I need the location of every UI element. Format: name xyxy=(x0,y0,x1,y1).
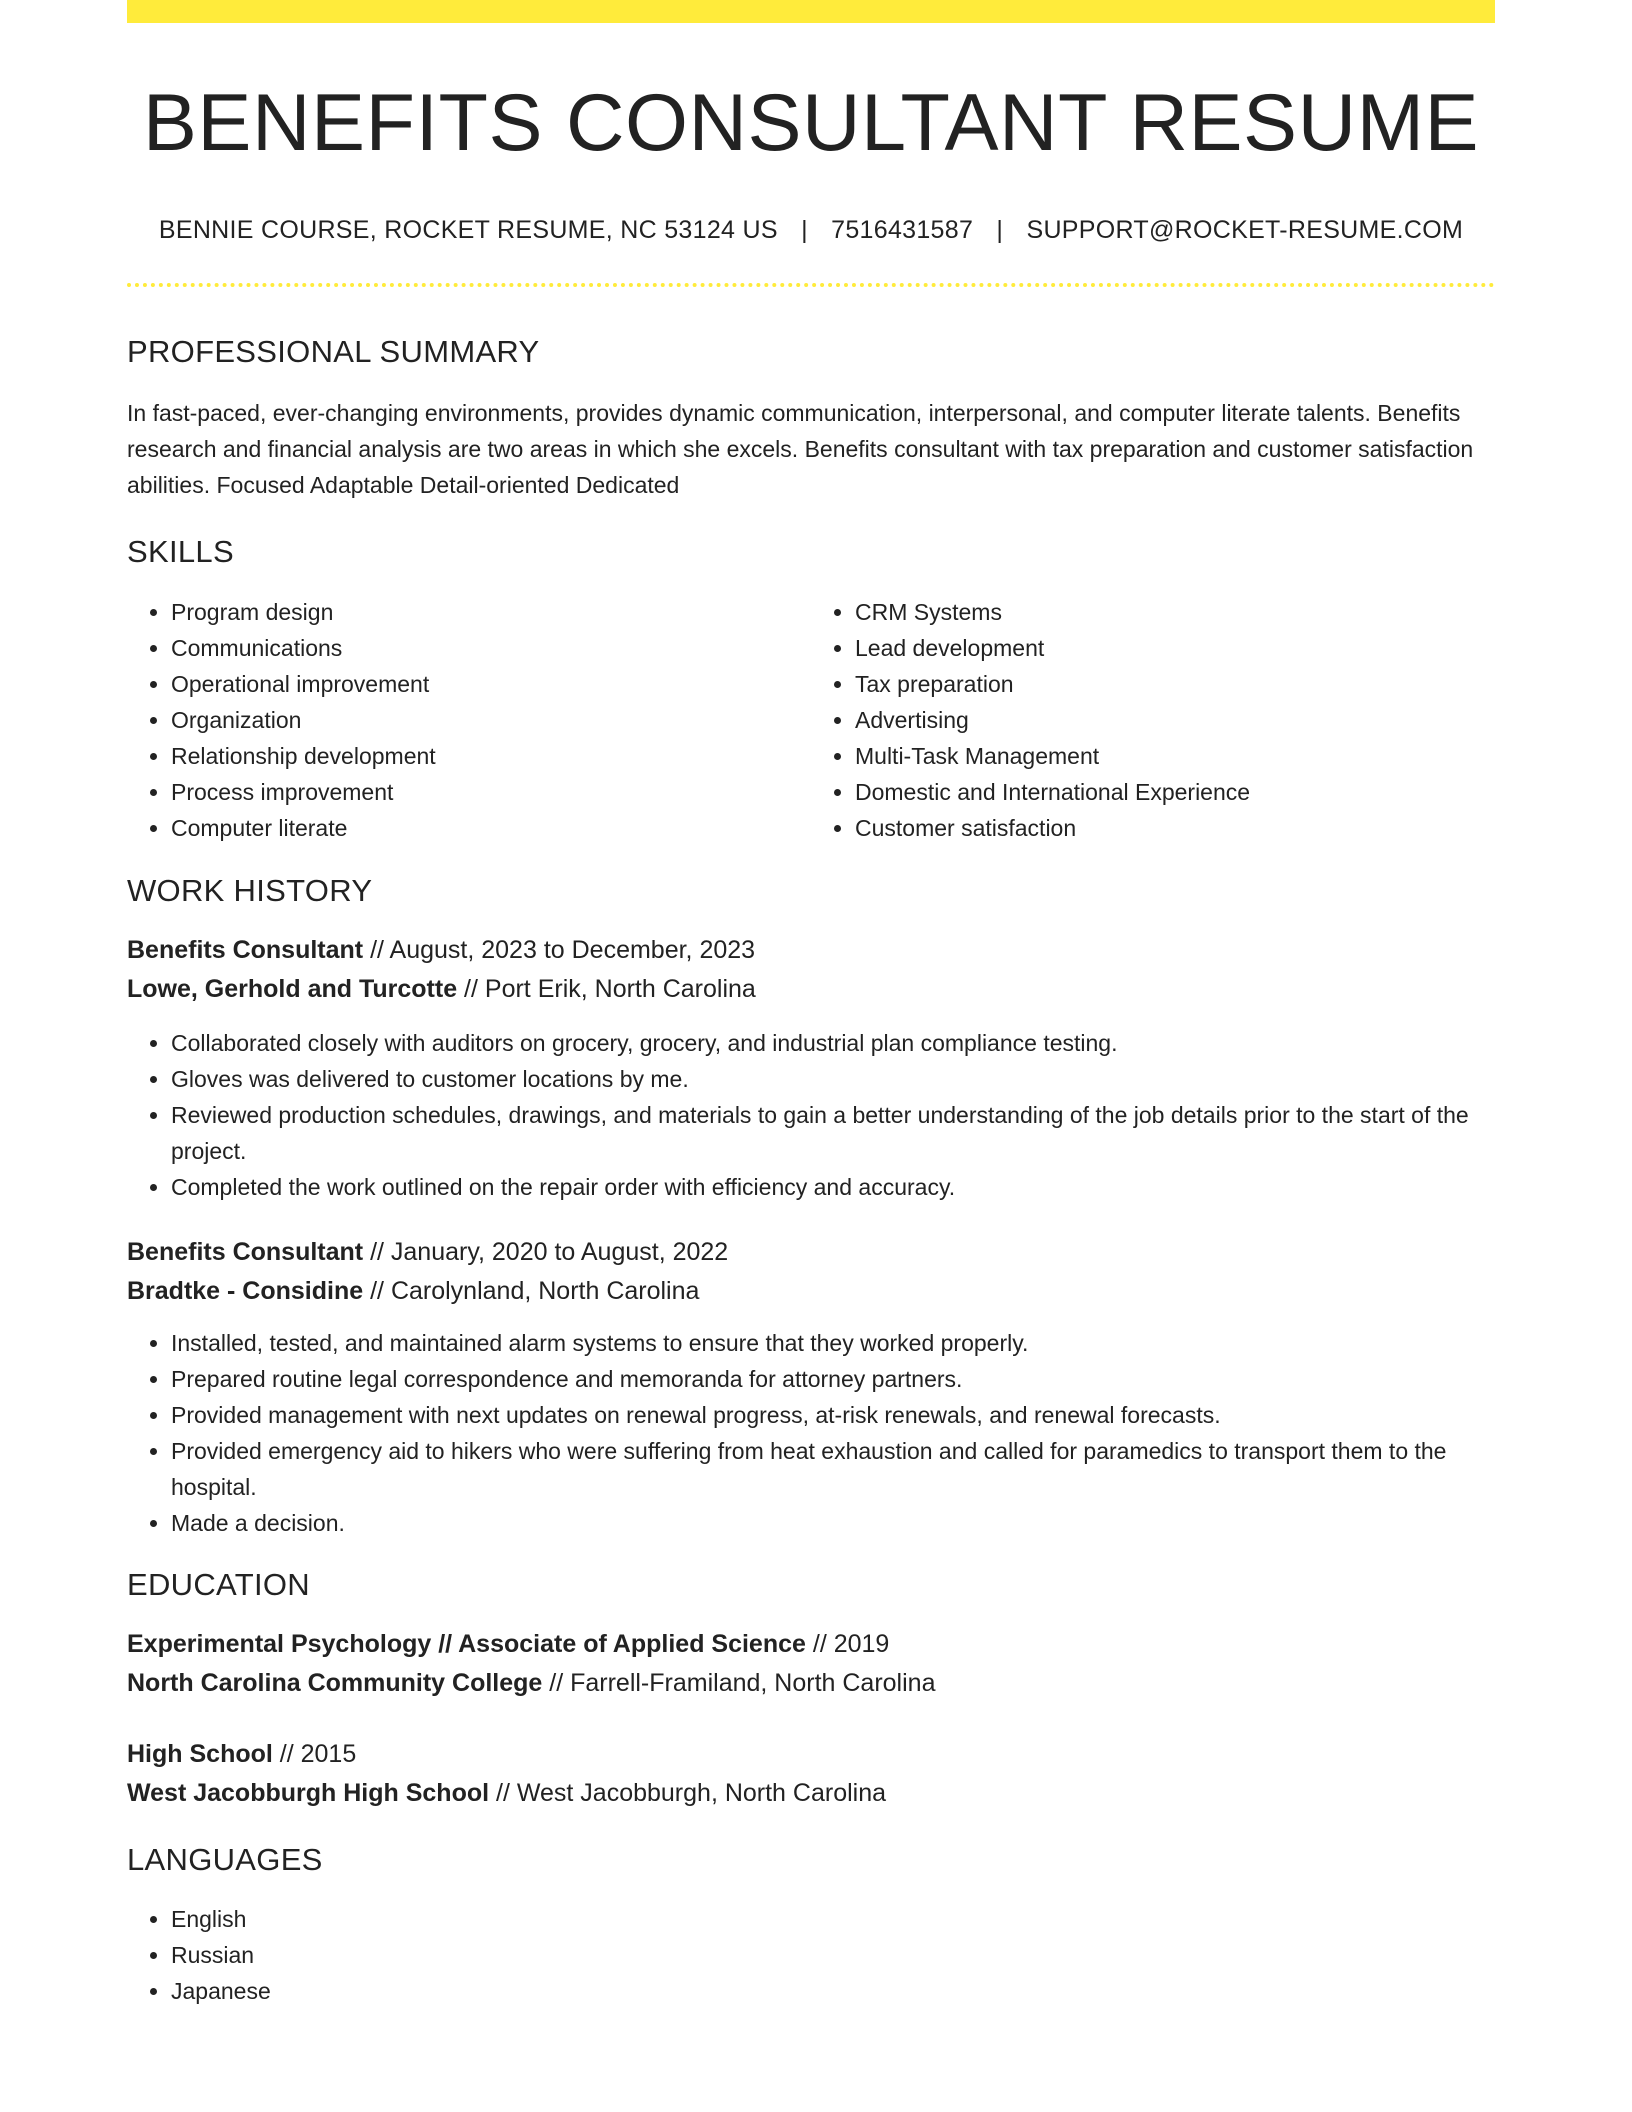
job-dates: // January, 2020 to August, 2022 xyxy=(363,1238,729,1266)
job-company-line xyxy=(127,970,1495,1009)
skills-list-right xyxy=(811,594,1495,846)
job-duties-list xyxy=(127,1325,1495,1541)
contact-separator: | xyxy=(801,216,808,244)
section-heading-skills: SKILLS xyxy=(127,534,234,569)
job-company: Lowe, Gerhold and Turcotte xyxy=(127,975,458,1003)
language-item: • English xyxy=(171,1901,1495,1937)
skills-grid xyxy=(127,594,1495,846)
skill-item: • Program design xyxy=(171,594,811,630)
job-location: // Port Erik, North Carolina xyxy=(457,975,756,1003)
section-heading-education: EDUCATION xyxy=(127,1567,310,1602)
skill-item: • CRM Systems xyxy=(855,594,1495,630)
job-title-line xyxy=(127,931,1495,970)
job-location: // Carolynland, North Carolina xyxy=(363,1277,700,1305)
skill-item: • Relationship development xyxy=(171,738,811,774)
resume-page xyxy=(127,0,1495,2009)
languages-list xyxy=(127,1901,1495,2009)
job-duty: • Installed, tested, and maintained alarm systems to ensure that they worked properly. xyxy=(171,1325,1495,1361)
education-school: North Carolina Community College xyxy=(127,1669,543,1697)
skill-item: • Operational improvement xyxy=(171,666,811,702)
education-degree-line xyxy=(127,1735,1495,1774)
language-item: • Russian xyxy=(171,1937,1495,1973)
education-school-line xyxy=(127,1664,1495,1703)
skill-item: • Advertising xyxy=(855,702,1495,738)
job-title-line xyxy=(127,1233,1495,1272)
job-duty: • Provided management with next updates on renewal progress, at-risk renewals, and renewal forecasts. xyxy=(171,1397,1495,1433)
section-heading-summary: PROFESSIONAL SUMMARY xyxy=(127,334,540,369)
job-title: Benefits Consultant xyxy=(127,1238,364,1266)
accent-top-bar xyxy=(127,0,1495,23)
skills-list-left xyxy=(127,594,811,846)
contact-phone: 7516431587 xyxy=(831,216,974,244)
skill-item: • Communications xyxy=(171,630,811,666)
education-location: // Farrell-Framiland, North Carolina xyxy=(542,1669,936,1697)
education-school-line xyxy=(127,1774,1495,1813)
skill-item: • Domestic and International Experience xyxy=(855,774,1495,810)
job-duties-list xyxy=(127,1025,1495,1205)
contact-separator: | xyxy=(996,216,1004,244)
job-duty: • Collaborated closely with auditors on grocery, grocery, and industrial plan compliance testing. xyxy=(171,1025,1495,1061)
contact-email: SUPPORT@ROCKET-RESUME.COM xyxy=(1026,216,1464,244)
job-duty: • Reviewed production schedules, drawings, and materials to gain a better understanding of the job details prior to the start of the project. xyxy=(171,1097,1495,1169)
contact-line xyxy=(127,216,1495,245)
job-duty: • Gloves was delivered to customer locations by me. xyxy=(171,1061,1495,1097)
education-year: // 2015 xyxy=(272,1740,357,1768)
education-year: // 2019 xyxy=(805,1630,890,1658)
education-school: West Jacobburgh High School xyxy=(127,1779,490,1807)
job-duty: • Provided emergency aid to hikers who were suffering from heat exhaustion and called for paramedics to transport them to the hospital. xyxy=(171,1433,1495,1505)
skill-item: • Lead development xyxy=(855,630,1495,666)
education-degree: Experimental Psychology // Associate of Applied Science xyxy=(127,1630,806,1658)
contact-address: BENNIE COURSE, ROCKET RESUME, NC 53124 US xyxy=(158,216,778,244)
summary-paragraph: In fast-paced, ever-changing environments, provides dynamic communication, interpersonal, and computer literate talents. Benefits research and financial analysis are two areas in which she excels. Benefits consultant with tax preparation and customer satisfaction abilities. Focused Adaptable Detail-oriented Dedicated xyxy=(127,400,1474,498)
job-company: Bradtke - Considine xyxy=(127,1277,364,1305)
skill-item: • Tax preparation xyxy=(855,666,1495,702)
job-dates: // August, 2023 to December, 2023 xyxy=(363,936,756,964)
language-item: • Japanese xyxy=(171,1973,1495,2009)
skill-item: • Process improvement xyxy=(171,774,811,810)
job-title: Benefits Consultant xyxy=(127,936,364,964)
job-duty: • Made a decision. xyxy=(171,1505,1495,1541)
section-heading-languages: LANGUAGES xyxy=(127,1842,323,1877)
dotted-divider xyxy=(127,283,1495,287)
skill-item: • Organization xyxy=(171,702,811,738)
education-location: // West Jacobburgh, North Carolina xyxy=(489,1779,887,1807)
education-degree-line xyxy=(127,1625,1495,1664)
resume-title: BENEFITS CONSULTANT RESUME xyxy=(142,78,1480,168)
skill-item: • Customer satisfaction xyxy=(855,810,1495,846)
section-heading-work: WORK HISTORY xyxy=(127,873,373,908)
skill-item: • Computer literate xyxy=(171,810,811,846)
job-duty: • Completed the work outlined on the repair order with efficiency and accuracy. xyxy=(171,1169,1495,1205)
job-duty: • Prepared routine legal correspondence and memoranda for attorney partners. xyxy=(171,1361,1495,1397)
job-company-line xyxy=(127,1272,1495,1311)
skill-item: • Multi-Task Management xyxy=(855,738,1495,774)
education-degree: High School xyxy=(127,1740,273,1768)
